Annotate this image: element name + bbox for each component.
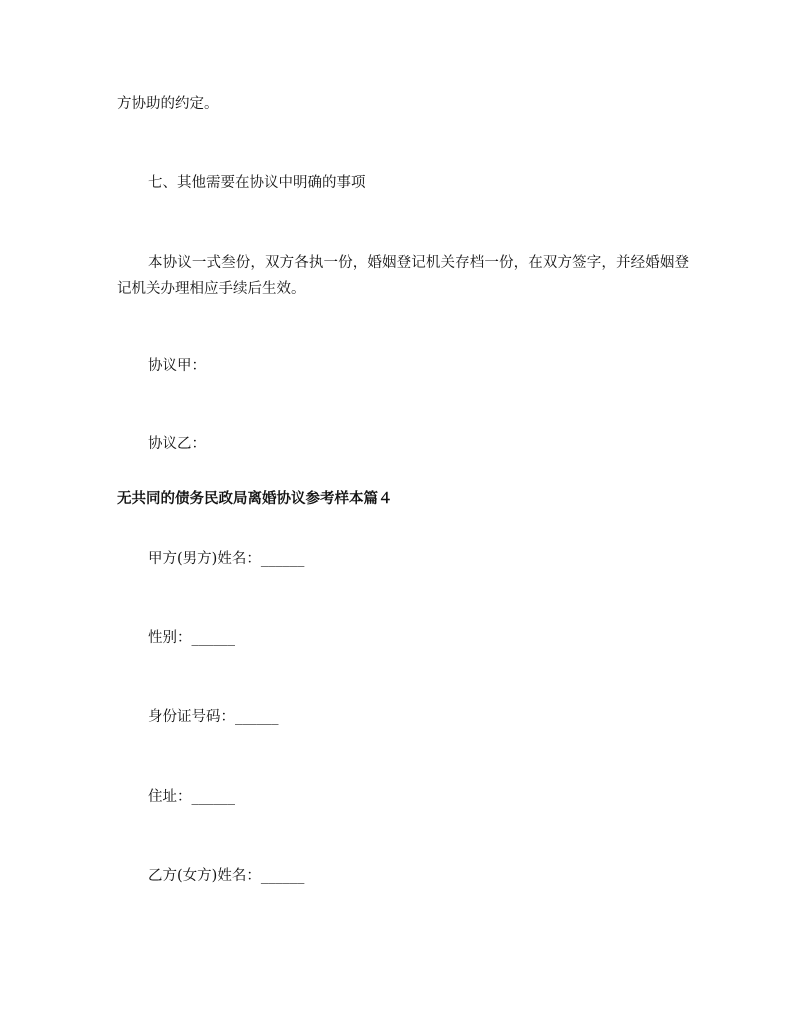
party-b-signature-label: 协议乙：	[148, 436, 206, 452]
party-a-signature-label: 协议甲：	[148, 358, 206, 374]
address-field: 住址：______	[148, 789, 235, 805]
continuation-text: 方协助的约定。	[117, 96, 219, 112]
sample-4-heading: 无共同的债务民政局离婚协议参考样本篇４	[117, 490, 393, 507]
female-name-field: 乙方(女方)姓名：______	[148, 868, 305, 884]
gender-field: 性别：______	[148, 630, 235, 646]
copies-paragraph: 本协议一式叁份，双方各执一份，婚姻登记机关存档一份，在双方签字，并经婚姻登记机关办理相应手续后生效。	[117, 255, 689, 297]
section-7-title: 七、其他需要在协议中明确的事项	[148, 175, 366, 191]
male-name-field: 甲方(男方)姓名：______	[148, 551, 305, 567]
id-number-field: 身份证号码：______	[148, 709, 279, 725]
